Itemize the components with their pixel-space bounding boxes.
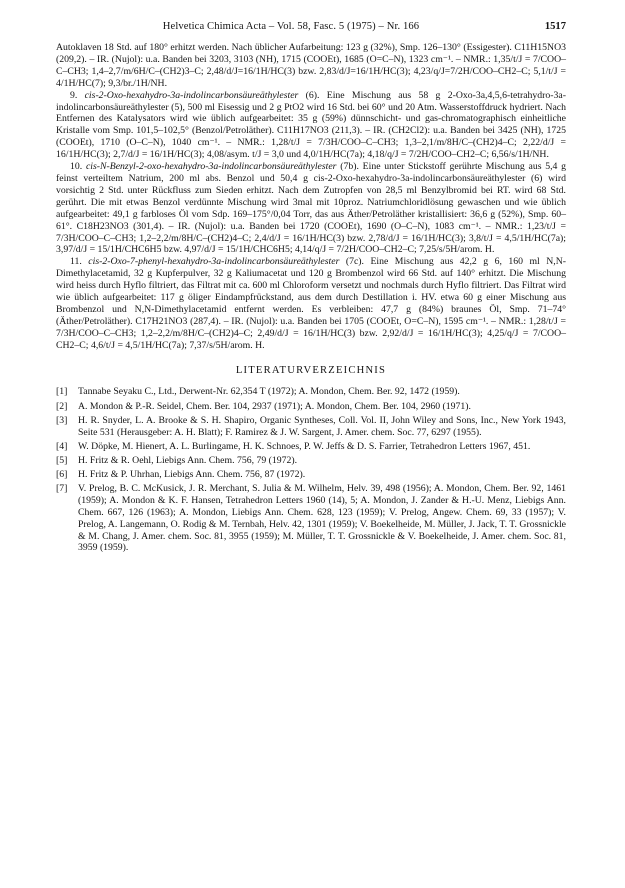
paragraph-text: Eine Mischung aus 58 g 2-Oxo-3a,4,5,6-tetrahydro-3a-indolincarbonsäureäthylester (5), 500 ml Eisessig und 2 g PtO2 wird 16 Std. bei 60° und 20 Atm. Wasserstoffdruck hydriert. Nach Entfernen des Katalysators wird wie üblich aufgearbeitet: 35 g (59%) dünnschicht- und gas-chromatographisch einheitliche Kristalle vom Smp. 101,5–102,5° (Benzol/Petroläther). C11H17NO3 (211,3). – IR. (CH2Cl2): u.a. Banden bei 3425 (NH), 1725 (COOEt), 1710 (O–C–N), 1040 cm⁻¹. – NMR.: 1,28/t/J = 7/3H/COO–C–CH3; 1,3–2,1/m/8H/C–(CH2)4–C; 2,22/d/J = 16/1H/HC(3); 2,7/d/J = 16/1H/HC(3); 4,08/asym. t/J = 3,0 und 4,0/1H/HC(7a); 4,18/q/J = 7/2H/COO–CH2–C; 6,56/s/1H/NH. bbox=[56, 89, 567, 161]
reference-number: [1] bbox=[56, 386, 68, 398]
reference-item bbox=[56, 441, 566, 453]
reference-item bbox=[56, 401, 566, 413]
section-number: 9. bbox=[70, 89, 78, 101]
compound-title: cis-2-Oxo-hexahydro-3a-indolincarbonsäureäthylester bbox=[84, 89, 299, 101]
running-header bbox=[56, 20, 566, 34]
reference-text: Tannabe Seyaku C., Ltd., Derwent-Nr. 62,354 T (1972); A. Mondon, Chem. Ber. 92, 1472 (1959). bbox=[78, 386, 460, 398]
reference-text: V. Prelog, B. C. McKusick, J. R. Merchant, S. Julia & M. Wilhelm, Helv. 39, 498 (1956); A. Mondon, Chem. Ber. 92, 1461 (1959); A. Mondon & K. F. Hansen, Tetrahedron Letters 1960 (14), 5; A. Mondon, J. Zander & H.-U. Menz, Liebigs Ann. Chem. 667, 126 (1963); A. Mondon, Liebigs Ann. Chem. 628, 123 (1959); V. Prelog, Angew. Chem. 69, 33 (1957); V. Prelog, A. Langemann, O. Rodig & M. Ternbah, Helv. 42, 1301 (1959); V. Boekelheide, M. Müller, J. Jack, T. T. Grossnickle & M. Chang, J. Amer. chem. Soc. 81, 3955 (1959); M. Müller, T. T. Grossnickle & V. Boekelheide, J. Amer. chem. Soc. 81, 3959 (1959). bbox=[78, 482, 566, 554]
compound-label: (6). bbox=[305, 89, 320, 101]
reference-number: [7] bbox=[56, 482, 68, 494]
reference-text: H. Fritz & P. Uhrhan, Liebigs Ann. Chem. 756, 87 (1972). bbox=[78, 468, 306, 480]
page-number: 1517 bbox=[544, 21, 566, 32]
paragraph-continued bbox=[56, 42, 566, 90]
reference-number: [2] bbox=[56, 400, 68, 412]
reference-item bbox=[56, 483, 566, 554]
reference-list bbox=[56, 386, 566, 554]
paragraph-text: Eine unter Stickstoff gerührte Mischung aus 5,4 g feinst verteiltem Natrium, 200 ml abs. Benzol und 50,4 g cis-2-Oxo-hexahydro-3a-indolincarbonsäureäthylester (6) wird vorsichtig 2 Std. unter Rückfluss zum Sieden erhitzt. Nach dem Zutropfen von 28,5 ml Benzylbromid bei RT. wird 68 Std. gerührt. Die mit etwas Benzol verdünnte Mischung wird 3mal mit 10proz. Natriumchloridlösung gewaschen und wie üblich aufgearbeitet: 49,1 g farbloses Öl vom Sdp. 169–175°/0,04 Torr, das aus Äther/Petroläther kristallisiert: 36,6 g (52%), Smp. 60–61°. C18H23NO3 (301,4). – IR. (Nujol): u.a. Banden bei 1720 (COOEt), 1690 (O–C–N), 1083 cm⁻¹. – NMR.: 1,23/t/J = 7/3H/COO–C–CH3; 1,2–2,2/m/8H/C–(CH2)4–C; 2,4/d/J = 16/1H/HC(3) bzw. 2,78/d/J = 16/1H/HC(3); 3,8/t/J = 4,5/1H/HC(7a); 3,97/d/J = 15/1H/CHC6H5 bzw. 4,97/d/J = 15/1H/CHC6H5; 4,14/q/J = 7/2H/COO–CH2–C; 7,25/s/5H/arom. H. bbox=[56, 161, 567, 256]
paragraph-10 bbox=[56, 161, 566, 256]
reference-text: A. Mondon & P.-R. Seidel, Chem. Ber. 104, 2937 (1971); A. Mondon, Chem. Ber. 104, 2960 (1971). bbox=[78, 400, 471, 412]
reference-number: [3] bbox=[56, 414, 68, 426]
section-number: 11. bbox=[70, 256, 82, 268]
reference-item bbox=[56, 386, 566, 398]
reference-item bbox=[56, 415, 566, 439]
paragraph-text: Autoklaven 18 Std. auf 180° erhitzt werden. Nach üblicher Aufarbeitung: 123 g (32%), Smp. 126–130° (Essigester). C11H15NO3 (209,2). – IR. (Nujol): u.a. Banden bei 3203, 3103 (NH), 1715 (COOEt), 1685 (O=C–N), 1323 cm⁻¹. – NMR.: 1,35/t/J = 7/COO–C–CH3; 1,4–2,7/m/6H/C–(CH2)3–C; 2,48/d/J=16/1H/HC(3) bzw. 2,83/d/J=16/1H/HC(3); 4,23/q/J=7/2H/COO–CH2–C; 5,1/t/J = 4/1H/HC(7); 9,3/br./1H/NH. bbox=[56, 42, 566, 89]
paragraph-11 bbox=[56, 256, 566, 351]
compound-title: cis-N-Benzyl-2-oxo-hexahydro-3a-indolincarbonsäureäthylester bbox=[85, 161, 337, 173]
compound-title: cis-2-Oxo-7-phenyl-hexahydro-3a-indolincarbonsäureäthylester bbox=[88, 256, 340, 268]
reference-text: H. R. Snyder, L. A. Brooke & S. H. Shapiro, Organic Syntheses, Coll. Vol. II, John Wiley and Sons, Inc., New York 1943, Seite 531 (Herausgeber: A. H. Blatt); F. Ramirez & J. W. Sargent, J. Amer. chem. Soc. 77, 6297 (1955). bbox=[78, 414, 566, 438]
reference-item bbox=[56, 469, 566, 481]
compound-label: (7b). bbox=[340, 161, 359, 173]
section-number: 10. bbox=[70, 161, 83, 173]
reference-text: H. Fritz & R. Oehl, Liebigs Ann. Chem. 756, 79 (1972). bbox=[78, 454, 298, 466]
journal-title: Helvetica Chimica Acta – Vol. 58, Fasc. 5 (1975) – Nr. 166 bbox=[162, 21, 420, 32]
reference-number: [6] bbox=[56, 468, 68, 480]
reference-number: [5] bbox=[56, 454, 68, 466]
reference-text: W. Döpke, M. Hienert, A. L. Burlingame, H. K. Schnoes, P. W. Jeffs & D. S. Farrier, Tetrahedron Letters 1967, 451. bbox=[78, 440, 531, 452]
references-heading: LITERATURVERZEICHNIS bbox=[235, 364, 387, 376]
paragraph-text: Eine Mischung aus 42,2 g 6, 160 ml N,N-Dimethylacetamid, 32 g Kupferpulver, 32 g Kaliumacetat und 120 g Brombenzol wird 66 Std. auf 140° erhitzt. Die Mischung wird heiss durch Hyflo filtriert, das Filtrat mit ca. 600 ml Chloroform versetzt und nochmals durch Hyflo filtriert. Das Filtrat wird wie üblich aufgearbeitet: 117 g öliger Eindampfrückstand, aus dem durch Destillation i. HV. etwa 60 g einer Mischung aus Brombenzol und N,N-Dimethylacetamid entfernt werden. Es verbleiben: 47,7 g (84%) braunes Öl, Smp. 71–74° (Äther/Petroläther). C17H21NO3 (287,4). – IR. (Nujol): u.a. Banden bei 1705 (COOEt, O=C–N), 1595 cm⁻¹. – NMR.: 1,28/t/J = 7/3H/COO–C–CH3; 1,2–2,2/m/8H/C–(CH2)4–C; 2,49/d/J = 16/1H/HC(3) bzw. 2,92/d/J = 16/1H/HC(3); 4,25/q/J = 7/COO–CH2–C; 4,6/t/J = 4,5/1H/HC(7a); 7,37/s/5H/arom. H. bbox=[56, 256, 566, 351]
reference-item bbox=[56, 455, 566, 467]
article-body bbox=[56, 42, 566, 557]
reference-number: [4] bbox=[56, 440, 68, 452]
paragraph-9 bbox=[56, 90, 566, 161]
compound-label: (7c). bbox=[345, 256, 364, 268]
